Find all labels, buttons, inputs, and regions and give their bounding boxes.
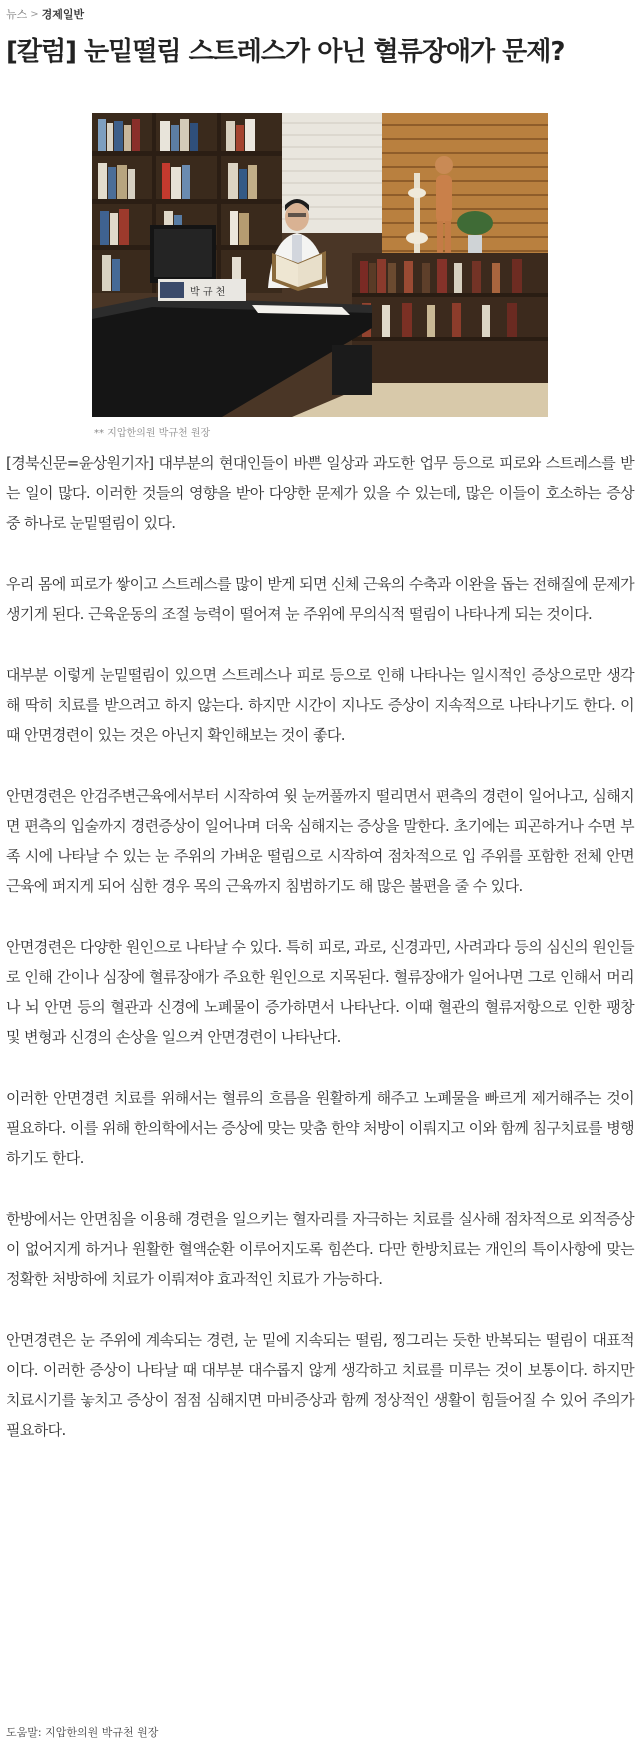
breadcrumb bbox=[6, 6, 84, 22]
article-title: [칼럼] 눈밑떨림 스트레스가 아닌 혈류장애가 문제? bbox=[6, 37, 565, 67]
desk-nameplate-text: 박 규 천 bbox=[190, 287, 226, 298]
article-body bbox=[6, 448, 634, 1476]
breadcrumb-news-link[interactable]: 뉴스 bbox=[6, 8, 28, 21]
article-paragraph: 안면경련은 눈 주위에 계속되는 경련, 눈 밑에 지속되는 떨림, 찡그리는 듯한 반복되는 떨림이 대표적이다. 이러한 증상이 나타날 때 대부분 대수롭지 않게 생각하고 치료를 미루는 것이 보통이다. 하지만 치료시기를 놓치고 증상이 점점 심해지면 마비증상과 함께 정상적인 생활이 힘들어질 수 있어 주의가 필요하다. bbox=[6, 1331, 634, 1439]
article-paragraph: 한방에서는 안면침을 이용해 경련을 일으키는 혈자리를 자극하는 치료를 실사해 점차적으로 외적증상이 없어지게 하거나 원활한 혈액순환 이루어지도록 힘쓴다. 다만 한방치료는 개인의 특이사항에 맞는 정확한 처방하에 치료가 이뤄져야 효과적인 치료가 가능하다. bbox=[6, 1210, 634, 1288]
article-paragraph: [경북신문=윤상원기자] 대부분의 현대인들이 바쁜 일상과 과도한 업무 등으로 피로와 스트레스를 받는 일이 많다. 이러한 것들의 영향을 받아 다양한 문제가 있을 수 있는데, 많은 이들이 호소하는 증상 중 하나로 눈밑떨림이 있다. bbox=[6, 454, 634, 532]
article-paragraph: 안면경련은 안검주변근육에서부터 시작하여 윗 눈꺼풀까지 떨리면서 편측의 경련이 일어나고, 심해지면 편측의 입술까지 경련증상이 일어나며 더욱 심해지는 증상을 말한다. 초기에는 피곤하거나 수면 부족 시에 나타날 수 있는 눈 주위의 가벼운 떨림으로 시작하여 점차적으로 입 주위를 포함한 전체 안면근육에 퍼지게 되어 심한 경우 목의 근육까지 침범하기도 해 많은 불편을 줄 수 있다. bbox=[6, 787, 634, 895]
breadcrumb-category-link[interactable]: 경제일반 bbox=[41, 8, 85, 21]
article-credit: 도움말: 지압한의원 박규천 원장 bbox=[6, 1726, 159, 1739]
breadcrumb-separator: > bbox=[30, 8, 39, 20]
article-paragraph: 이러한 안면경련 치료를 위해서는 혈류의 흐름을 원활하게 해주고 노폐물을 빠르게 제거해주는 것이 필요하다. 이를 위해 한의학에서는 증상에 맞는 맞춤 한약 처방이 이뤄지고 이와 함께 침구치료를 병행하기도 한다. bbox=[6, 1089, 634, 1167]
article-paragraph: 우리 몸에 피로가 쌓이고 스트레스를 많이 받게 되면 신체 근육의 수축과 이완을 돕는 전해질에 문제가 생기게 된다. 근육운동의 조절 능력이 떨어져 눈 주위에 무의식적 떨림이 나타나게 되는 것이다. bbox=[6, 575, 634, 623]
article-photo bbox=[92, 113, 548, 417]
image-caption: ** 지압한의원 박규천 원장 bbox=[94, 428, 211, 439]
article-paragraph: 안면경련은 다양한 원인으로 나타날 수 있다. 특히 피로, 과로, 신경과민, 사려과다 등의 심신의 원인들로 인해 간이나 심장에 혈류장애가 주요한 원인으로 지목된다. 혈류장애가 일어나면 그로 인해서 머리나 뇌 안면 등의 혈관과 신경에 노폐물이 증가하면서 나타난다. 이때 혈관의 혈류저항으로 인한 팽창 및 변형과 신경의 손상을 일으켜 안면경련이 나타난다. bbox=[6, 938, 634, 1046]
article-paragraph: 대부분 이렇게 눈밑떨림이 있으면 스트레스나 피로 등으로 인해 나타나는 일시적인 증상으로만 생각해 딱히 치료를 받으려고 하지 않는다. 하지만 시간이 지나도 증상이 지속적으로 나타나기도 한다. 이때 안면경련이 있는 것은 아닌지 확인해보는 것이 좋다. bbox=[6, 666, 634, 744]
